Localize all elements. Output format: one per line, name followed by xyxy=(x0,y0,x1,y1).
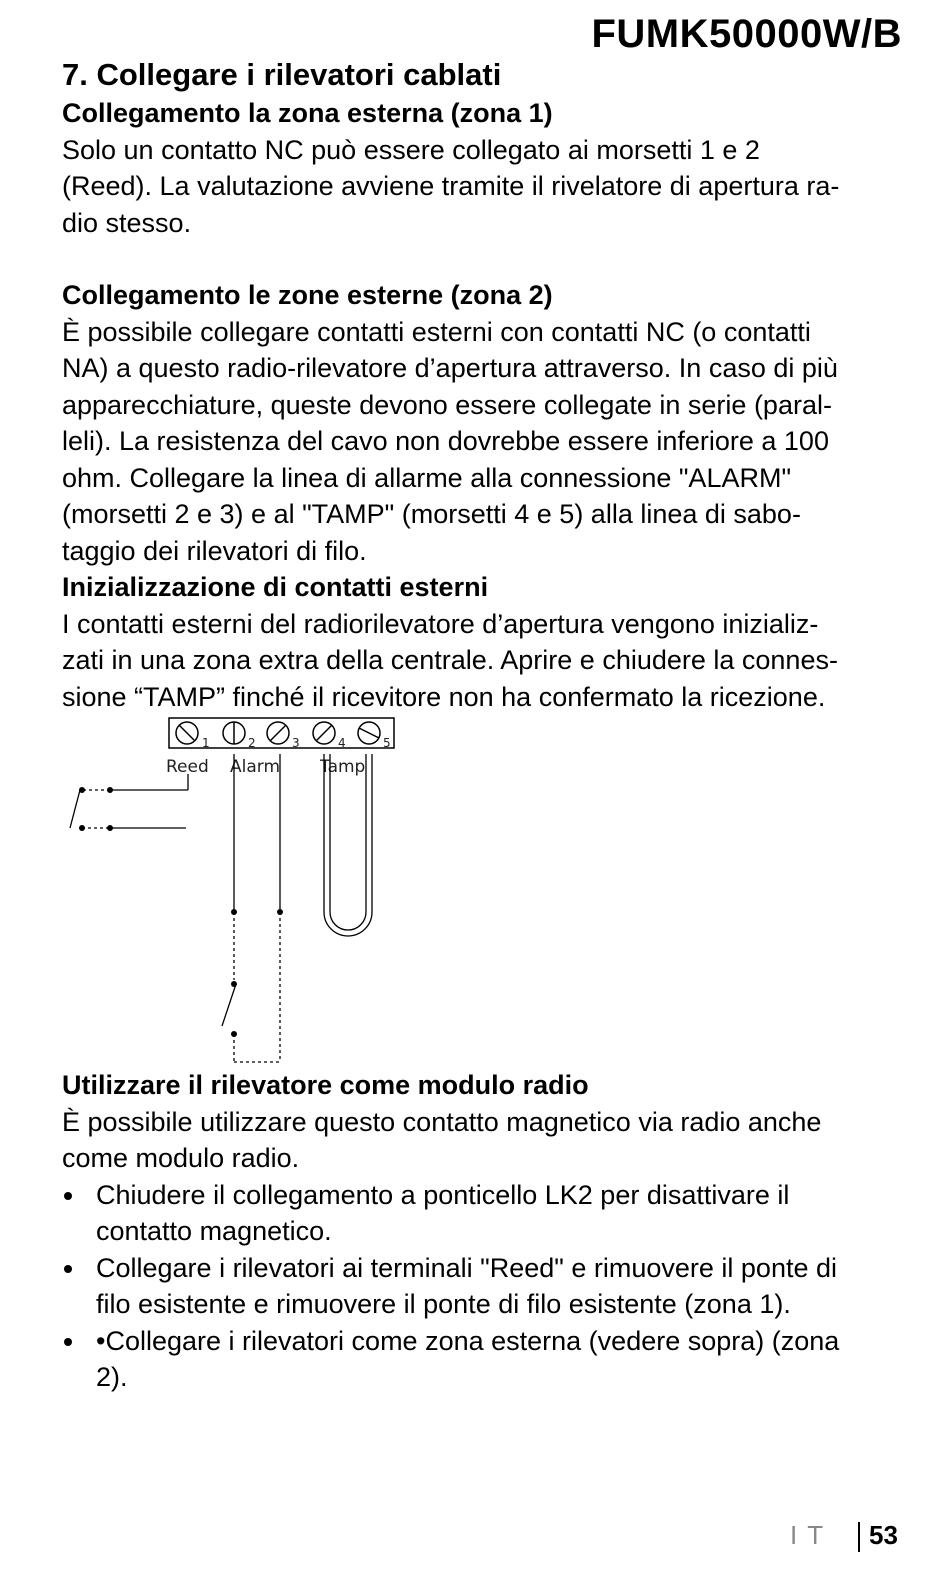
radio-module-line: come modulo radio. xyxy=(62,1143,300,1173)
init-line: sione “TAMP” finché il ricevitore non ha confermato la ricezione. xyxy=(62,681,826,712)
radio-module-line: È possibile utilizzare questo contatto magnetico via radio anche xyxy=(62,1106,822,1137)
bullet-line: Chiudere il collegamento a ponticello LK2 per disattivare il xyxy=(96,1179,790,1210)
zone1-subtitle: Collegamento la zona esterna (zona 1) xyxy=(62,98,553,128)
bullet-line: contatto magnetico. xyxy=(96,1216,332,1246)
bullet-line: filo esistente e rimuovere il ponte di filo esistente (zona 1). xyxy=(96,1289,791,1319)
terminal-number-4: 4 xyxy=(338,736,346,750)
reed-contact-dots xyxy=(79,787,113,831)
wiring-diagram xyxy=(62,712,402,1064)
bullet-icon xyxy=(64,1192,72,1200)
zone1-line: dio stesso. xyxy=(62,207,192,238)
list-item xyxy=(62,1250,907,1323)
list-item xyxy=(62,1323,907,1396)
label-reed: Reed xyxy=(166,757,209,777)
tamper-loop xyxy=(324,754,372,936)
terminal-number-3: 3 xyxy=(292,736,300,750)
zone2-line: (morsetti 2 e 3) e al "TAMP" (morsetti 4 e 5) alla linea di sabo- xyxy=(62,499,801,529)
label-alarm: Alarm xyxy=(230,757,281,777)
section-title: 7. Collegare i rilevatori cablati xyxy=(62,57,502,92)
reed-wiring xyxy=(70,774,188,828)
zone1-line: (Reed). La valutazione avviene tramite il rivelatore di apertura ra- xyxy=(62,171,840,201)
page-number: 53 xyxy=(869,1520,898,1550)
bullet-list xyxy=(62,1177,907,1396)
alarm-wiring xyxy=(222,754,280,1062)
tamper-loop-inner xyxy=(330,754,366,930)
bullet-line: 2). xyxy=(96,1362,128,1392)
bullet-line: •Collegare i rilevatori come zona esterna (vedere sopra) (zona xyxy=(96,1325,840,1356)
zone2-line: taggio dei rilevatori di filo. xyxy=(62,535,367,566)
terminal-number-2: 2 xyxy=(248,736,256,750)
zone2-line: NA) a questo radio-rilevatore d’apertura attraverso. In caso di più xyxy=(62,353,838,383)
radio-module-section xyxy=(62,1067,907,1396)
zone1-line: Solo un contatto NC può essere collegato ai morsetti 1 e 2 xyxy=(62,134,760,165)
main-text xyxy=(62,55,907,715)
list-item xyxy=(62,1177,907,1250)
footer-divider xyxy=(858,1522,860,1552)
zone2-line: leli). La resistenza del cavo non dovrebbe essere inferiore a 100 xyxy=(62,426,829,456)
language-code: IT xyxy=(790,1520,834,1550)
bullet-line: Collegare i rilevatori ai terminali "Reed" e rimuovere il ponte di xyxy=(96,1252,837,1283)
init-line: I contatti esterni del radiorilevatore d’apertura vengono inizializ- xyxy=(62,608,819,639)
terminal-number-5: 5 xyxy=(383,736,391,750)
radio-module-subtitle: Utilizzare il rilevatore come modulo radio xyxy=(62,1070,589,1100)
model-number: FUMK50000W/B xyxy=(591,12,902,56)
init-subtitle: Inizializzazione di contatti esterni xyxy=(62,572,489,602)
alarm-contact-dots xyxy=(231,909,283,1037)
zone2-line: È possibile collegare contatti esterni con contatti NC (o contatti xyxy=(62,316,811,347)
zone2-line: apparecchiature, queste devono essere collegate in serie (paral- xyxy=(62,389,832,420)
zone2-line: ohm. Collegare la linea di allarme alla connessione "ALARM" xyxy=(62,462,792,493)
bullet-icon xyxy=(64,1338,72,1346)
bullet-icon xyxy=(64,1265,72,1273)
terminal-number-1: 1 xyxy=(202,736,210,750)
label-tamp: Tamp xyxy=(320,757,366,777)
zone2-subtitle: Collegamento le zone esterne (zona 2) xyxy=(62,280,553,310)
init-line: zati in una zona extra della centrale. Aprire e chiudere la connes- xyxy=(62,645,838,675)
